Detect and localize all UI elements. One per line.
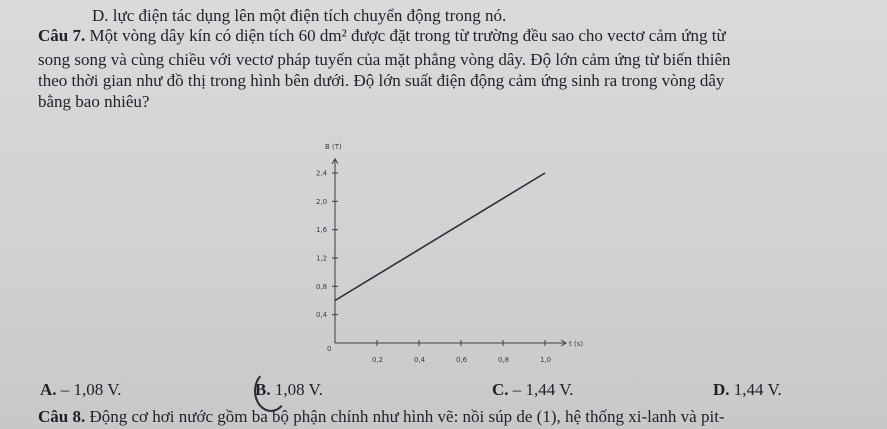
- x-axis-label: t (s): [569, 340, 584, 348]
- question-7-label: Câu 7.: [38, 26, 86, 45]
- y-axis-label: B (T): [325, 142, 342, 151]
- graph-axes: [325, 143, 583, 353]
- y-tick-label: 0,4: [316, 311, 328, 320]
- question-7-line-2: song song và cùng chiều với vectơ pháp tuyến của mặt phẳng vòng dây. Độ lớn cảm ứng từ biến thiên: [38, 50, 731, 69]
- answer-d-key: D.: [713, 380, 730, 399]
- option-d-previous: D. lực điện tác dụng lên một điện tích chuyển động trong nó.: [92, 6, 507, 25]
- graph-ticks: [316, 170, 551, 365]
- answer-a-key: A.: [40, 380, 57, 399]
- answer-a-text: – 1,08 V.: [60, 380, 122, 399]
- x-tick-label: 0,4: [414, 356, 426, 364]
- y-tick-label: 1,2: [316, 254, 328, 263]
- y-tick-label: 0,8: [316, 282, 328, 291]
- x-tick-label: 0,8: [498, 356, 510, 364]
- origin-label: 0: [327, 345, 332, 353]
- question-8-text: Động cơ hơi nước gồm ba bộ phận chính như hình vẽ: nồi súp de (1), hệ thống xi-lanh và pit-: [89, 407, 725, 426]
- question-7-text-1: Một vòng dây kín có diện tích 60 dm² được đặt trong từ trường đều sao cho vectơ cảm ứng từ: [89, 26, 726, 45]
- answer-b-text: 1,08 V.: [274, 380, 323, 399]
- question-7-line-4: bằng bao nhiêu?: [38, 92, 150, 111]
- graph-series: [335, 173, 545, 301]
- x-tick-label: 0,2: [372, 356, 384, 364]
- answer-c-text: – 1,44 V.: [512, 380, 574, 399]
- answer-b-key: B.: [255, 380, 271, 399]
- x-tick-label: 0,6: [456, 356, 468, 364]
- y-tick-label: 2,0: [316, 197, 328, 206]
- answer-d-text: 1,44 V.: [733, 380, 782, 399]
- selection-mark: [254, 370, 288, 412]
- question-7-line-3: theo thời gian như đồ thị trong hình bên dưới. Độ lớn suất điện động cảm ứng sinh ra trong vòng dây: [38, 71, 725, 90]
- answer-c-key: C.: [492, 380, 509, 399]
- answer-c[interactable]: [492, 380, 574, 400]
- question-8-label: Câu 8.: [38, 407, 86, 426]
- b-t-line: [335, 173, 545, 301]
- x-tick-label: 1,0: [540, 356, 552, 364]
- answer-a[interactable]: [40, 380, 122, 400]
- question-8-line: [38, 407, 725, 427]
- y-tick-label: 1,6: [316, 226, 328, 235]
- y-tick-label: 2,4: [316, 169, 328, 178]
- answer-d[interactable]: [713, 380, 782, 400]
